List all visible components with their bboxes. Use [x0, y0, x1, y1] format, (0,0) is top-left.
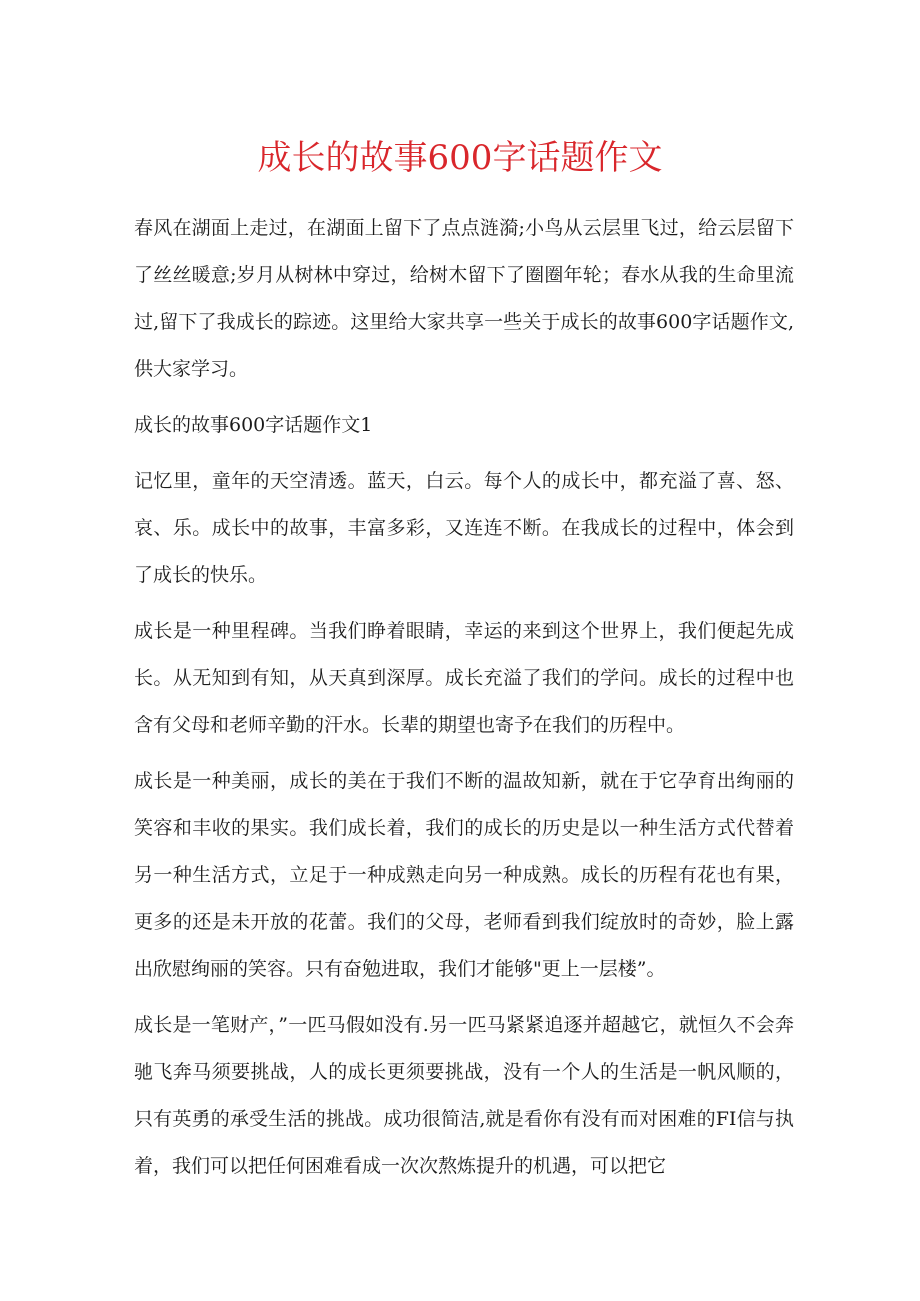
body-paragraph-2: 成长是一种里程碑。当我们睁着眼睛，幸运的来到这个世界上，我们便起先成长。从无知到有知，从天真到深厚。成长充溢了我们的学问。成长的过程中也含有父母和老师辛勤的汗水。长辈的期望也寄予在我们的历程中。: [134, 620, 794, 736]
body-paragraph-4: 成长是一笔财产，”一匹马假如没有.另一匹马紧紧追逐并超越它，就恒久不会奔驰飞奔马须要挑战，人的成长更须要挑战，没有一个人的生活是一帆风顺的，只有英勇的承受生活的挑战。成功很简洁,就是看你有没有而对困难的FI信与执着，我们可以把任何困难看成一次次熬炼提升的机遇，可以把它: [134, 1014, 794, 1177]
intro-paragraph: 春风在湖面上走过，在湖面上留下了点点涟漪;小鸟从云层里飞过，给云层留下了丝丝暖意;岁月从树林中穿过，给树木留下了圈圈年轮；春水从我的生命里流过,留下了我成长的踪迹。这里给大家共享一些关于成长的故事600字话题作文,供大家学习。: [134, 217, 794, 380]
section-heading: 成长的故事600字话题作文1: [134, 414, 373, 436]
body-paragraph-1: 记忆里，童年的天空清透。蓝天，白云。每个人的成长中，都充溢了喜、怒、哀、乐。成长中的故事，丰富多彩，又连连不断。在我成长的过程中，体会到了成长的快乐。: [134, 470, 794, 586]
document-body: [134, 205, 794, 1199]
document-title: 成长的故事600字话题作文: [257, 138, 663, 178]
body-paragraph-3: 成长是一种美丽，成长的美在于我们不断的温故知新，就在于它孕育出绚丽的笑容和丰收的果实。我们成长着，我们的成长的历史是以一种生活方式代替着另一种生活方式，立足于一种成熟走向另一种成熟。成长的历程有花也有果，更多的还是未开放的花蕾。我们的父母，老师看到我们绽放时的奇妙，脸上露出欣慰绚丽的笑容。只有奋勉进取，我们才能够"更上一层楼”。: [134, 770, 794, 980]
